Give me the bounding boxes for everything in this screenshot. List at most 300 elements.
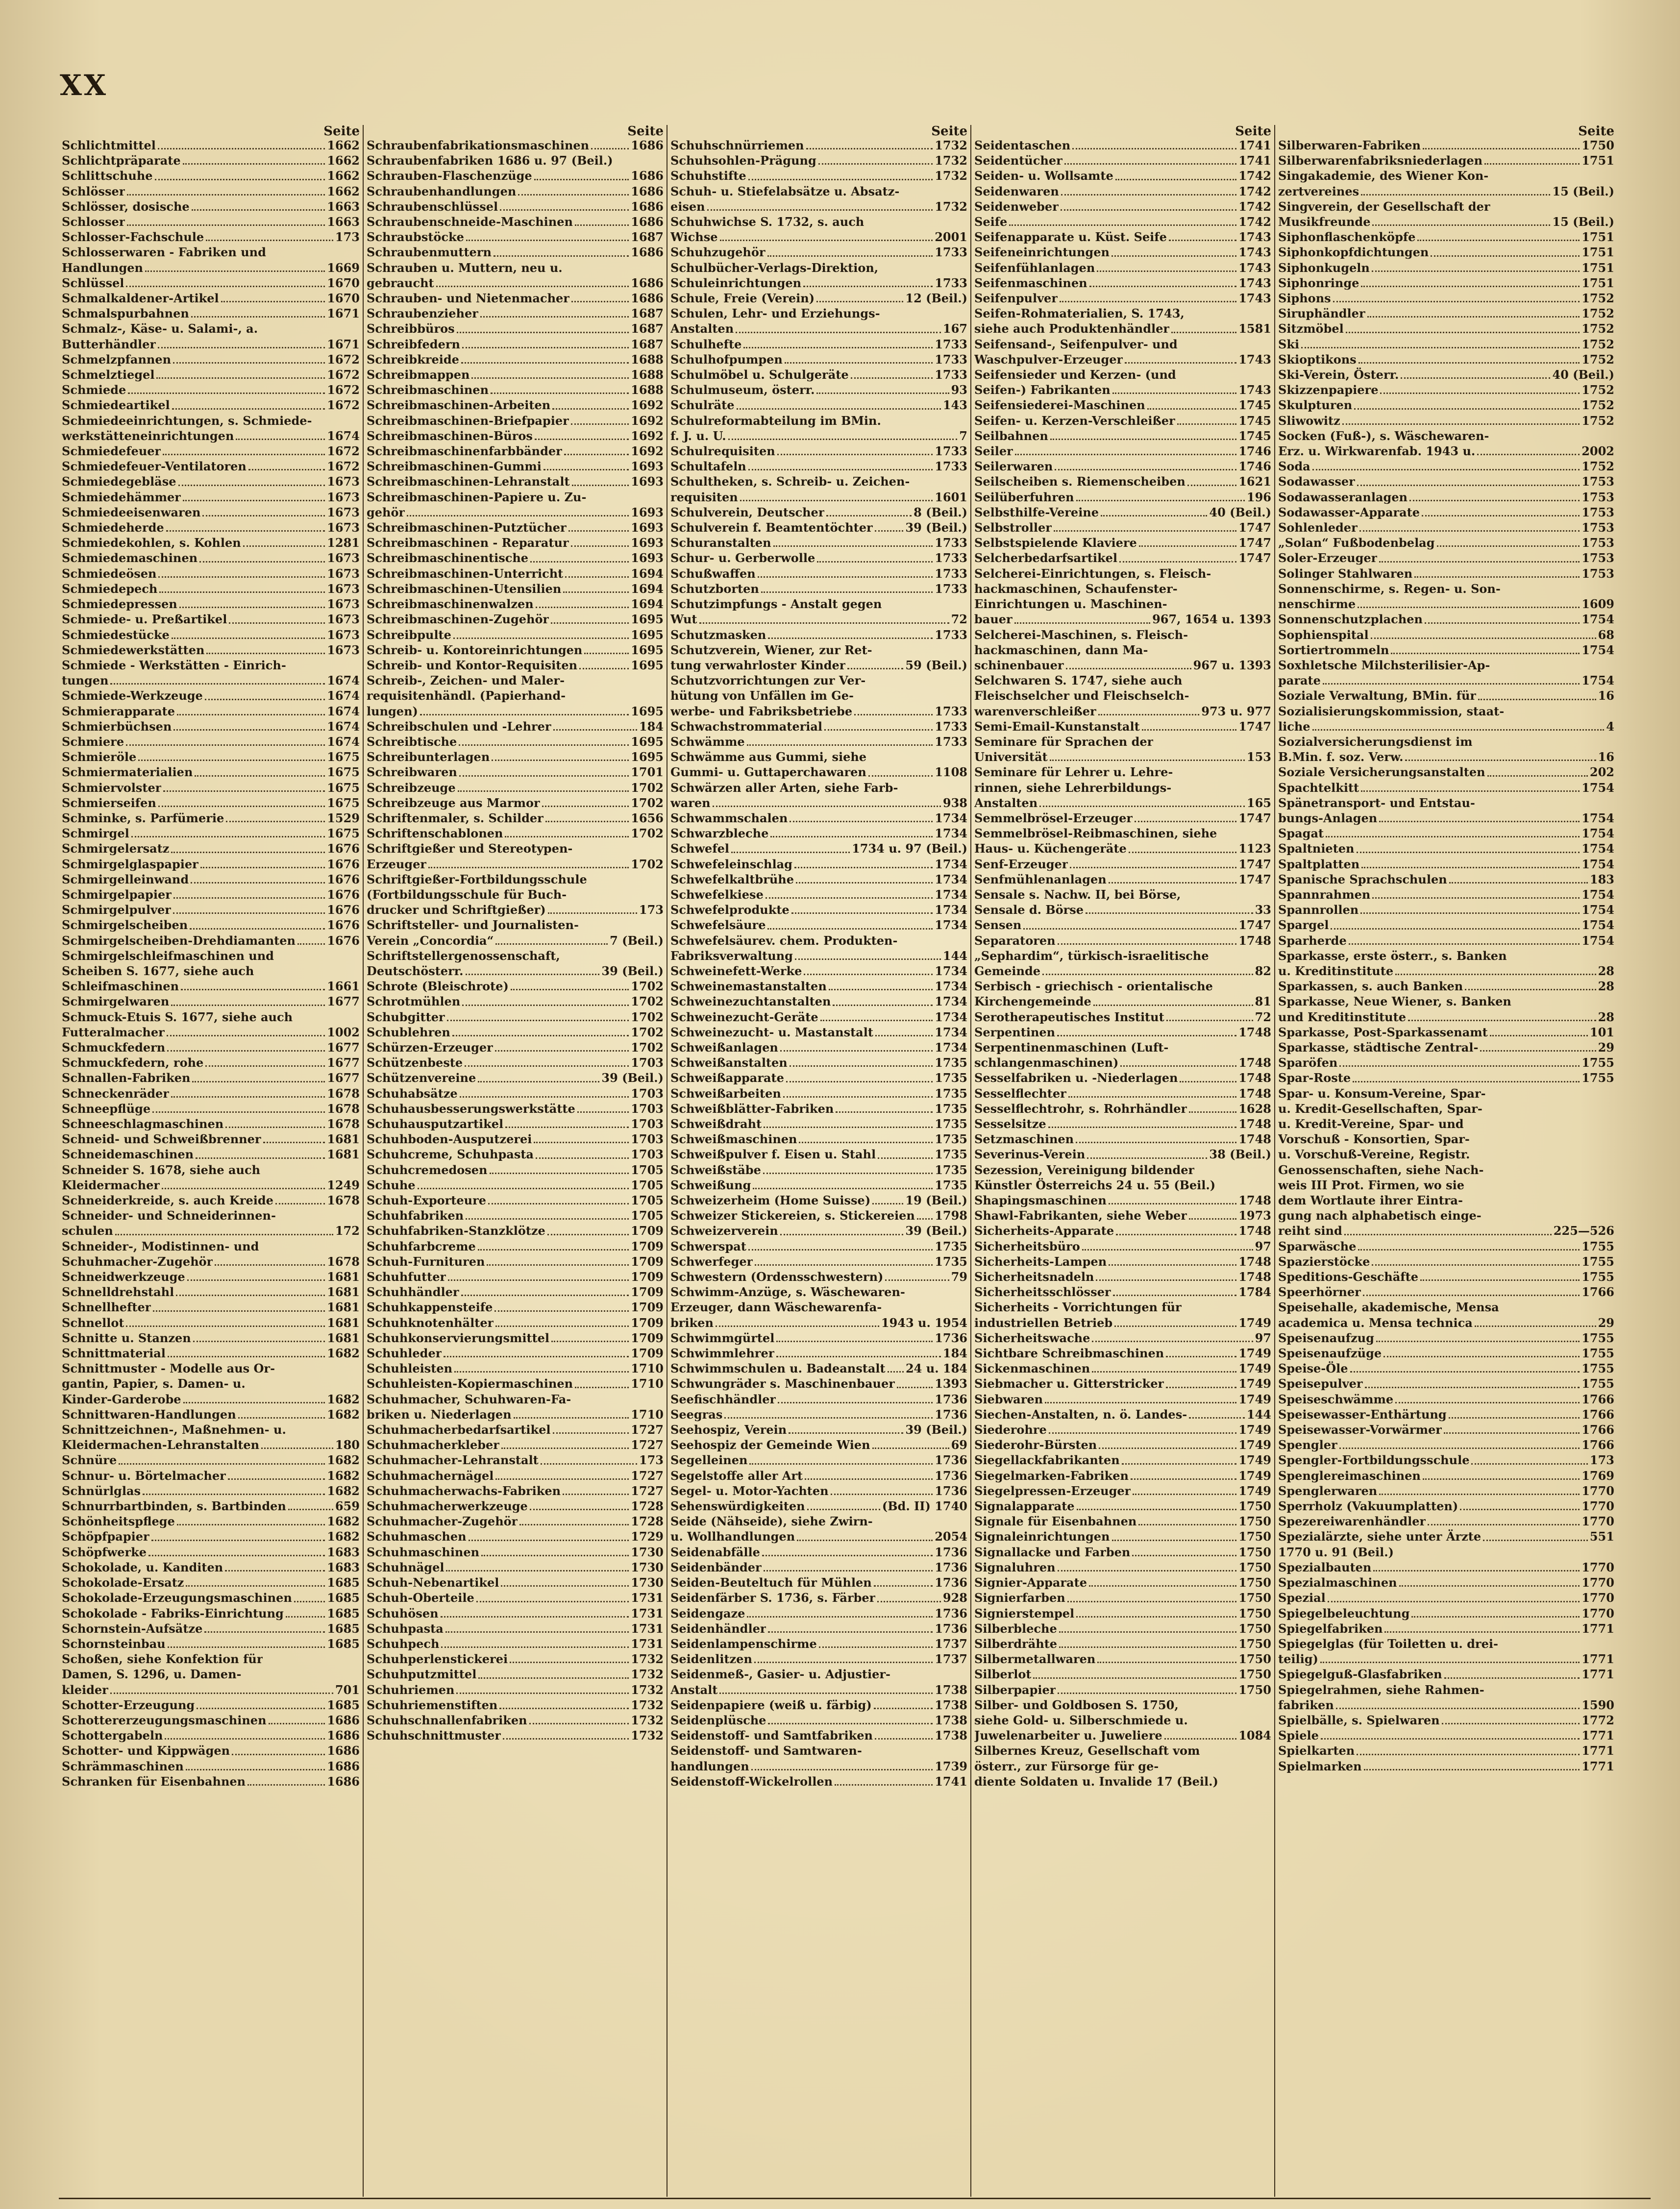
- index-entry: [1278, 780, 1614, 795]
- index-entry: [62, 413, 360, 428]
- index-entry: [670, 948, 967, 963]
- index-entry: [62, 612, 360, 627]
- entry-term: Schottererzeugungsmaschinen: [62, 1713, 267, 1727]
- entry-term: Schmiede - Werkstätten - Einrich-: [62, 658, 286, 672]
- index-entry: [1278, 872, 1614, 887]
- entry-page: 1686: [327, 1728, 360, 1743]
- entry-term: hackmaschinen, Schaufenster-: [974, 581, 1178, 596]
- index-entry: [670, 1055, 967, 1070]
- index-entry: [367, 872, 664, 887]
- entry-term: Schnurrbartbinden, s. Bartbinden: [62, 1499, 286, 1514]
- index-entry: [670, 1193, 967, 1208]
- dot-leader: [1066, 668, 1191, 669]
- index-entry: [367, 1116, 664, 1131]
- dot-leader: [1333, 301, 1580, 302]
- entry-term: Schuhboden-Ausputzerei: [367, 1132, 532, 1147]
- index-entry: [670, 321, 967, 336]
- dot-leader: [510, 1662, 629, 1663]
- entry-page: 1681: [327, 1132, 360, 1147]
- index-entry: [367, 917, 664, 933]
- entry-term: Futteralmacher: [62, 1025, 165, 1039]
- index-entry: [670, 245, 967, 260]
- index-entry: [1278, 749, 1614, 764]
- entry-term: Sparöfen: [1278, 1055, 1338, 1070]
- dot-leader: [1039, 806, 1245, 807]
- index-entry: [974, 1713, 1271, 1728]
- dot-leader: [263, 1142, 325, 1143]
- entry-page: 1734: [935, 810, 967, 825]
- dot-leader: [173, 729, 325, 731]
- entry-term: Signaleinrichtungen: [974, 1529, 1110, 1544]
- entry-term: Schuhmacherbedarfsartikel: [367, 1423, 551, 1437]
- entry-page: 1751: [1581, 275, 1614, 290]
- dot-leader: [243, 545, 325, 547]
- dot-leader: [1431, 255, 1580, 257]
- entry-term: Seminare für Lehrer u. Lehre-: [974, 765, 1173, 780]
- index-entry: [1278, 1223, 1614, 1238]
- dot-leader: [874, 1585, 933, 1587]
- index-entry: [670, 933, 967, 948]
- dot-leader: [1449, 1417, 1580, 1419]
- index-entry: [367, 841, 664, 856]
- index-entry: [1278, 1040, 1614, 1055]
- index-entry: [1278, 184, 1614, 199]
- dot-leader: [1350, 1371, 1580, 1373]
- entry-page: 1677: [327, 1040, 360, 1055]
- index-entry: [62, 810, 360, 826]
- entry-term: Schuhschnürriemen: [670, 138, 804, 152]
- entry-term: werkstätteneinrichtungen: [62, 428, 234, 443]
- entry-term: Schulhefte: [670, 337, 742, 351]
- entry-page: 97: [1255, 1239, 1271, 1253]
- dot-leader: [833, 1005, 933, 1006]
- index-entry: [62, 1330, 360, 1346]
- index-entry: [974, 1498, 1271, 1514]
- index-entry: [670, 566, 967, 581]
- dot-leader: [181, 989, 325, 990]
- index-entry: [367, 1621, 664, 1636]
- index-entry: [974, 1407, 1271, 1422]
- index-entry: [367, 382, 664, 397]
- entry-term: Sparherde: [1278, 933, 1347, 948]
- entry-term: Spenglerwaren: [1278, 1483, 1378, 1498]
- entry-term: Schmiedeösen: [62, 566, 157, 581]
- index-entry: [1278, 887, 1614, 902]
- dot-leader: [1312, 729, 1605, 731]
- entry-term: Selcherei-Maschinen, s. Fleisch-: [974, 627, 1188, 642]
- index-entry: [1278, 1452, 1614, 1468]
- entry-page: 1770: [1581, 1606, 1614, 1620]
- entry-term: Seilbahnen: [974, 428, 1048, 443]
- entry-term: Siphonkopfdichtungen: [1278, 245, 1429, 260]
- entry-term: Schuhabsätze: [367, 1086, 458, 1101]
- index-entry: [1278, 1070, 1614, 1085]
- dot-leader: [204, 1631, 325, 1633]
- entry-term: Seidentücher: [974, 153, 1062, 168]
- index-entry: [367, 1483, 664, 1498]
- index-entry: [367, 658, 664, 673]
- entry-page: 1733: [935, 581, 967, 596]
- index-entry: [367, 413, 664, 428]
- entry-page: 1749: [1238, 1423, 1271, 1437]
- dot-leader: [1101, 515, 1207, 516]
- index-entry: [1278, 505, 1614, 520]
- entry-page: 1662: [327, 153, 360, 168]
- index-entry: [974, 1040, 1271, 1055]
- index-entry: [1278, 841, 1614, 856]
- entry-term: Schuhmachernägel: [367, 1468, 494, 1483]
- entry-term: Schutzvorrichtungen zur Ver-: [670, 673, 866, 688]
- dot-leader: [269, 1723, 325, 1724]
- entry-term: nenschirme: [1278, 597, 1356, 612]
- entry-page: 1731: [631, 1591, 664, 1605]
- dot-leader: [1417, 240, 1580, 241]
- dot-leader: [1058, 1570, 1237, 1571]
- dot-leader: [1401, 377, 1550, 379]
- entry-page: 1687: [631, 230, 664, 245]
- entry-page: 1771: [1581, 1728, 1614, 1743]
- index-entry: [1278, 963, 1614, 979]
- dot-leader: [183, 1402, 325, 1403]
- entry-page: 1727: [631, 1438, 664, 1452]
- entry-term: Schwefeleinschlag: [670, 857, 792, 871]
- dot-leader: [119, 1463, 325, 1465]
- entry-term: Spar- u. Konsum-Vereine, Spar-: [1278, 1086, 1486, 1101]
- entry-page: 1750: [1238, 1652, 1271, 1667]
- dot-leader: [1050, 439, 1236, 440]
- dot-leader: [553, 729, 637, 731]
- entry-page: 1686: [631, 138, 664, 152]
- entry-term: Schraubenfabrikationsmaschinen: [367, 138, 590, 152]
- index-entry: [367, 1560, 664, 1575]
- entry-term: Schnüre: [62, 1453, 117, 1468]
- dot-leader: [816, 393, 949, 394]
- entry-page: 1736: [935, 1407, 967, 1422]
- entry-term: Schmiede- u. Preßartikel: [62, 612, 227, 627]
- entry-page: 40 (Beil.): [1552, 368, 1614, 382]
- entry-page: 1676: [327, 918, 360, 933]
- entry-term: Schnallen-Fabriken: [62, 1071, 191, 1085]
- index-entry: [974, 1529, 1271, 1544]
- entry-term: Senf-Erzeuger: [974, 857, 1068, 871]
- index-entry: [974, 612, 1271, 627]
- index-entry: [1278, 1086, 1614, 1101]
- entry-term: Schmiedepech: [62, 581, 158, 596]
- entry-page: 1692: [631, 428, 664, 443]
- entry-term: Kleidermachen-Lehranstalten: [62, 1438, 260, 1452]
- entry-term: gehör: [367, 505, 405, 519]
- index-entry: [1278, 596, 1614, 612]
- entry-page: 1734: [935, 903, 967, 917]
- dot-leader: [1033, 1677, 1236, 1679]
- dot-leader: [707, 209, 933, 211]
- dot-leader: [1414, 576, 1580, 578]
- dot-leader: [1087, 1157, 1207, 1159]
- entry-term: Ski-Verein, Österr.: [1278, 368, 1399, 382]
- index-entry: [367, 1239, 664, 1254]
- entry-term: u. Kreditinstitute: [1278, 963, 1394, 978]
- index-entry: [367, 1055, 664, 1070]
- dot-leader: [785, 362, 933, 364]
- entry-page: 1686: [631, 199, 664, 214]
- index-entry: [974, 1575, 1271, 1590]
- entry-term: Schreibmaschinen: [367, 383, 489, 397]
- entry-page: 1742: [1238, 199, 1271, 214]
- entry-page: 1673: [327, 566, 360, 581]
- index-entry: [974, 428, 1271, 443]
- index-entry: [62, 1055, 360, 1070]
- entry-term: Schuhperlenstickerei: [367, 1652, 508, 1667]
- entry-term: Seidenfärber S. 1736, s. Färber: [670, 1591, 876, 1605]
- dot-leader: [158, 576, 325, 578]
- entry-term: Genossenschaften, siehe Nach-: [1278, 1162, 1484, 1177]
- index-entry: [1278, 1667, 1614, 1682]
- entry-term: Schneider- und Schneiderinnen-: [62, 1208, 276, 1223]
- entry-term: Shapingsmaschinen: [974, 1193, 1107, 1208]
- entry-term: Schuhstifte: [670, 169, 746, 183]
- entry-term: Deutschösterr.: [367, 963, 464, 978]
- dot-leader: [1365, 1387, 1580, 1388]
- index-entry: [62, 1437, 360, 1452]
- entry-page: 1675: [327, 826, 360, 841]
- index-entry: [974, 1300, 1271, 1315]
- entry-page: 1755: [1581, 1270, 1614, 1284]
- entry-term: Semi-Email-Kunstanstalt: [974, 719, 1140, 734]
- index-entry: [974, 1392, 1271, 1407]
- entry-page: 1738: [935, 1713, 967, 1727]
- entry-term: Anstalten: [670, 321, 734, 336]
- index-entry: [670, 627, 967, 642]
- entry-page: 1686: [327, 1774, 360, 1789]
- dot-leader: [172, 638, 325, 639]
- dot-leader: [145, 270, 325, 272]
- entry-term: Schriftenschablonen: [367, 826, 503, 841]
- index-entry: [367, 1651, 664, 1667]
- entry-page: 1678: [327, 1101, 360, 1116]
- index-entry: [1278, 1208, 1614, 1223]
- entry-page: 1695: [631, 704, 664, 718]
- entry-page: 1754: [1581, 857, 1614, 871]
- index-entry: [62, 1376, 360, 1391]
- index-entry: [974, 1621, 1271, 1636]
- dot-leader: [1112, 255, 1236, 257]
- entry-page: 1735: [935, 1239, 967, 1253]
- dot-leader: [542, 806, 629, 807]
- entry-term: Schuhmacherwerkzeuge: [367, 1499, 528, 1514]
- index-entry: [62, 933, 360, 948]
- entry-term: Schneidwerkzeuge: [62, 1270, 185, 1284]
- entry-term: Scheiben S. 1677, siehe auch: [62, 963, 254, 978]
- column-header: Seite: [1235, 124, 1271, 139]
- entry-term: Silberpapier: [974, 1682, 1056, 1697]
- dot-leader: [819, 1646, 933, 1648]
- dot-leader: [776, 1341, 933, 1342]
- index-entry: [62, 443, 360, 459]
- dot-leader: [248, 469, 325, 470]
- entry-term: Speisewasser-Enthärtung: [1278, 1407, 1447, 1422]
- index-entry: [367, 933, 664, 948]
- dot-leader: [1444, 1432, 1580, 1434]
- entry-page: 1771: [1581, 1759, 1614, 1773]
- dot-leader: [807, 1509, 880, 1510]
- entry-page: 1686: [631, 184, 664, 198]
- dot-leader: [488, 1203, 629, 1204]
- dot-leader: [490, 1173, 629, 1174]
- dot-leader: [1139, 545, 1236, 547]
- dot-leader: [1371, 638, 1596, 639]
- dot-leader: [148, 1555, 325, 1556]
- entry-term: Schußwaffen: [670, 566, 756, 581]
- index-entry: [974, 734, 1271, 749]
- entry-term: Schuleinrichtungen: [670, 275, 802, 290]
- dot-leader: [505, 1127, 629, 1128]
- index-entry: [62, 459, 360, 474]
- entry-term: Schokolade-Ersatz: [62, 1575, 184, 1590]
- index-entry: [1278, 857, 1614, 872]
- entry-term: Schmiedegebläse: [62, 474, 176, 489]
- dot-leader: [740, 500, 933, 501]
- entry-page: 1710: [631, 1361, 664, 1376]
- index-entry: [62, 1407, 360, 1422]
- entry-page: 1682: [327, 1514, 360, 1529]
- dot-leader: [126, 744, 325, 746]
- dot-leader: [1399, 1585, 1580, 1587]
- entry-term: Sicherheits-Apparate: [974, 1224, 1114, 1238]
- entry-term: Senfmühlenanlagen: [974, 872, 1107, 886]
- entry-page: 1674: [327, 704, 360, 718]
- entry-page: 1701: [631, 765, 664, 780]
- index-entry: [670, 367, 967, 382]
- index-entry: [670, 229, 967, 245]
- dot-leader: [1384, 1356, 1580, 1357]
- entry-term: Schmalkaldener-Artikel: [62, 291, 219, 306]
- index-entry: [670, 1759, 967, 1774]
- entry-page: 1753: [1581, 551, 1614, 565]
- entry-page: 1733: [935, 337, 967, 351]
- dot-leader: [1023, 928, 1236, 930]
- dot-leader: [1098, 714, 1200, 715]
- index-entry: [1278, 933, 1614, 948]
- dot-leader: [534, 1142, 629, 1143]
- index-entry: [974, 1728, 1271, 1743]
- dot-leader: [1379, 821, 1580, 822]
- entry-page: 1748: [1238, 1270, 1271, 1284]
- entry-page: 1674: [327, 734, 360, 749]
- entry-page: 1709: [631, 1330, 664, 1345]
- index-entry: [62, 642, 360, 658]
- dot-leader: [199, 561, 325, 563]
- entry-term: Schuhfarbcreme: [367, 1239, 476, 1253]
- index-entry: [367, 1422, 664, 1437]
- index-entry: [367, 550, 664, 565]
- entry-term: Spänetransport- und Entstau-: [1278, 795, 1475, 810]
- entry-page: 1727: [631, 1468, 664, 1483]
- entry-page: 1662: [327, 184, 360, 198]
- entry-page: 1673: [327, 642, 360, 657]
- entry-term: hütung von Unfällen im Ge-: [670, 688, 854, 703]
- index-entry: [974, 1376, 1271, 1391]
- dot-leader: [460, 1096, 629, 1098]
- index-entry: [1278, 245, 1614, 260]
- index-entry: [1278, 321, 1614, 336]
- index-entry: [367, 627, 664, 642]
- index-entry: [974, 994, 1271, 1009]
- entry-term: Schrauben u. Muttern, neu u.: [367, 260, 563, 275]
- index-entry: [367, 1025, 664, 1040]
- entry-page: 1685: [327, 1636, 360, 1651]
- index-entry: [974, 1239, 1271, 1254]
- entry-term: Schwefelkaltbrühe: [670, 872, 794, 886]
- dot-leader: [1058, 1693, 1236, 1694]
- index-entry: [367, 1468, 664, 1483]
- entry-term: Schmiedehämmer: [62, 490, 181, 504]
- index-entry: [670, 535, 967, 550]
- entry-page: 1732: [935, 199, 967, 214]
- dot-leader: [156, 377, 325, 379]
- dot-leader: [1477, 454, 1580, 455]
- index-entry: [670, 612, 967, 627]
- dot-leader: [564, 454, 629, 455]
- index-entry: [670, 550, 967, 565]
- index-entry: [670, 184, 967, 199]
- dot-leader: [143, 1494, 325, 1495]
- entry-page: 1735: [935, 1086, 967, 1101]
- index-entry: [367, 764, 664, 780]
- entry-page: 1754: [1581, 933, 1614, 948]
- index-entry: [367, 397, 664, 413]
- index-entry: [670, 1376, 967, 1391]
- index-entry: [1278, 1728, 1614, 1743]
- index-entry: [1278, 1759, 1614, 1774]
- dot-leader: [1132, 1555, 1236, 1556]
- dot-leader: [466, 974, 600, 975]
- entry-term: Seidenwaren: [974, 184, 1059, 198]
- dot-leader: [847, 668, 903, 669]
- index-entry: [1278, 428, 1614, 443]
- entry-page: 1705: [631, 1162, 664, 1177]
- entry-page: 1710: [631, 1407, 664, 1422]
- entry-term: Wut: [670, 612, 697, 627]
- dot-leader: [126, 1325, 325, 1327]
- entry-term: Schwungräder s. Maschinenbauer: [670, 1376, 895, 1391]
- entry-term: Schreibschulen und -Lehrer: [367, 719, 551, 734]
- entry-term: Seefischhändler: [670, 1392, 776, 1406]
- dot-leader: [1092, 1371, 1236, 1373]
- entry-page: 1705: [631, 1208, 664, 1223]
- index-entry: [367, 199, 664, 214]
- entry-term: Schuhzugehör: [670, 245, 766, 260]
- index-entry: [367, 1040, 664, 1055]
- dot-leader: [1312, 469, 1580, 470]
- entry-term: Schmierapparate: [62, 704, 175, 718]
- entry-term: Schreibunterlagen: [367, 750, 490, 764]
- entry-page: 1734: [935, 826, 967, 841]
- index-entry: [367, 1392, 664, 1407]
- index-entry: [1278, 1407, 1614, 1422]
- entry-term: Seidenmeß-, Gasier- u. Adjustier-: [670, 1667, 890, 1682]
- entry-term: Seife: [974, 215, 1008, 229]
- index-entry: [670, 1452, 967, 1468]
- entry-page: 1755: [1581, 1361, 1614, 1376]
- index-entry: [670, 1651, 967, 1667]
- index-entry: [367, 1682, 664, 1697]
- index-entry: [367, 428, 664, 443]
- entry-term: Silberdrähte: [974, 1636, 1058, 1651]
- index-entry: [974, 397, 1271, 413]
- index-entry: [670, 260, 967, 275]
- entry-term: Serpentinenmaschinen (Luft-: [974, 1040, 1169, 1055]
- entry-page: 1733: [935, 704, 967, 718]
